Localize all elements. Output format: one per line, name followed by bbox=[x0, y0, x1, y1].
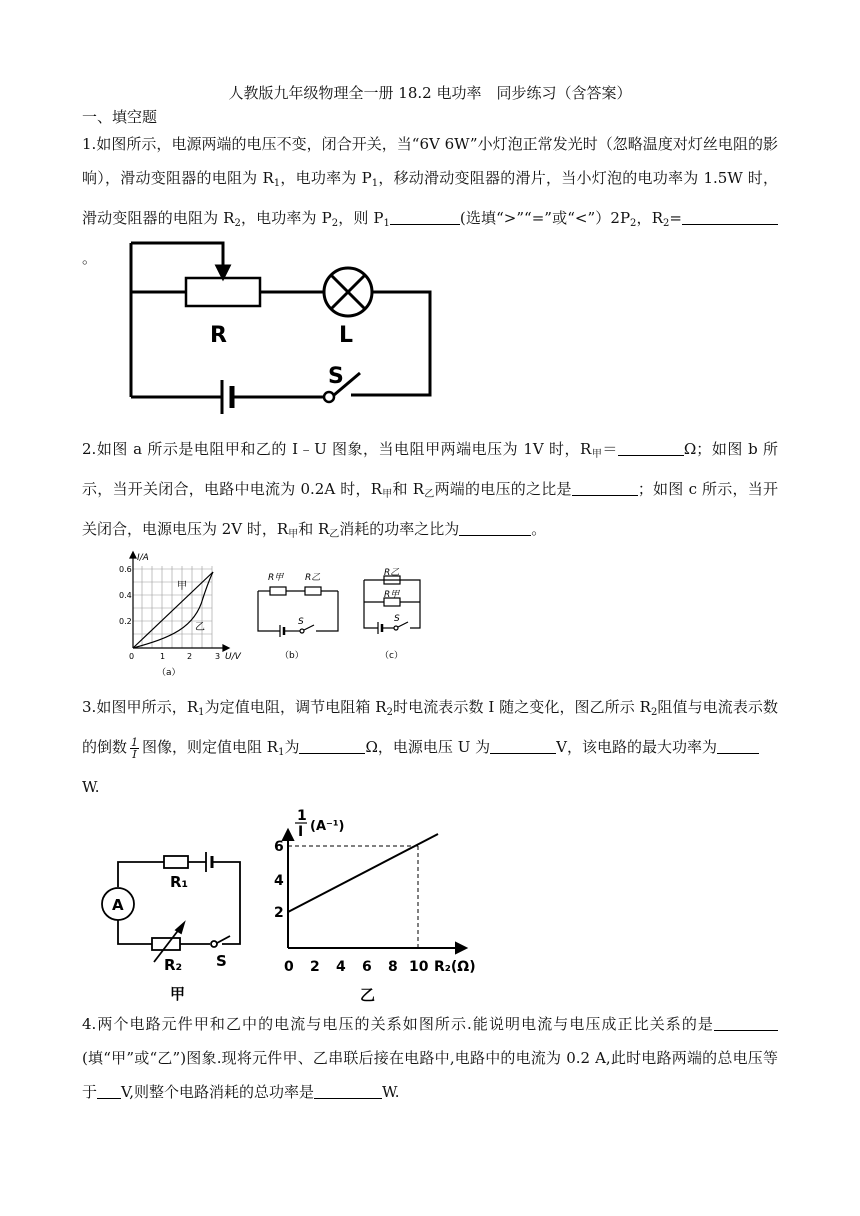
series-label-yi: 乙 bbox=[195, 622, 205, 633]
fraction-1-over-i: $\frac{1}{I}$ bbox=[131, 735, 139, 761]
answer-blank[interactable] bbox=[714, 1016, 778, 1031]
x-tick: 8 bbox=[388, 959, 398, 975]
x-tick: 0 bbox=[284, 959, 294, 975]
figure-caption-jia: 甲 bbox=[170, 985, 186, 1003]
circuit-diagram-c bbox=[352, 566, 432, 666]
answer-blank[interactable] bbox=[682, 210, 778, 225]
question-1: 1.如图所示，电源两端的电压不变，闭合开关，当“6V 6W”小灯泡正常发光时（忽略温度对灯丝电阻的影响），滑动变阻器的电阻为 $R_1$，电功率为 $P_1$，移动滑动变阻器的滑片，当小灯泡的电功率为 1.5W 时，滑动变阻器的电阻为 $R_2$，电功率为 $P_2$，则 $P_1$ (选填“>”“=”或“$<”)2P_2$，$R_2=$。 bbox=[82, 135, 778, 267]
lamp-label: L bbox=[339, 323, 354, 348]
answer-blank[interactable] bbox=[490, 739, 556, 754]
x-tick: 2 bbox=[310, 959, 320, 975]
y-axis-label: I/A bbox=[137, 553, 149, 563]
r-yi-label: R乙 bbox=[384, 568, 400, 578]
figure-caption-b: （b） bbox=[280, 651, 304, 661]
resistor-label: R bbox=[210, 323, 227, 348]
x-tick: 2 bbox=[187, 652, 193, 661]
r-jia-label: R甲 bbox=[384, 590, 400, 600]
switch-label: S bbox=[328, 364, 344, 389]
y-tick: 4 bbox=[274, 873, 284, 889]
answer-blank[interactable] bbox=[314, 1084, 382, 1099]
circuit-diagram-jia bbox=[98, 852, 248, 1007]
answer-blank[interactable] bbox=[390, 210, 460, 225]
series-label-jia: 甲 bbox=[177, 581, 187, 592]
circuit-diagram-1 bbox=[126, 238, 436, 420]
answer-blank[interactable] bbox=[618, 441, 684, 456]
switch-label: S bbox=[216, 952, 227, 970]
x-tick: 1 bbox=[160, 652, 166, 661]
y-axis-label-numerator: 1 bbox=[297, 808, 307, 824]
y-tick: 6 bbox=[274, 839, 284, 855]
x-tick: 10 bbox=[409, 959, 429, 975]
answer-blank[interactable] bbox=[97, 1084, 121, 1099]
answer-blank[interactable] bbox=[717, 739, 759, 754]
y-tick: 2 bbox=[274, 905, 284, 921]
r2-label: R₂ bbox=[164, 956, 183, 974]
answer-blank[interactable] bbox=[299, 739, 365, 754]
answer-blank[interactable] bbox=[572, 481, 638, 496]
figure-caption-a: （a） bbox=[157, 668, 181, 678]
x-axis-label: U/V bbox=[225, 652, 241, 662]
circuit-diagram-b bbox=[250, 566, 345, 666]
y-axis-label: (A⁻¹) bbox=[310, 819, 345, 834]
r-jia-label: R甲 bbox=[268, 573, 284, 583]
y-tick: 0.6 bbox=[119, 565, 132, 574]
x-axis-label: R₂(Ω) bbox=[434, 959, 476, 975]
y-tick: 0.2 bbox=[119, 617, 132, 626]
answer-blank[interactable] bbox=[459, 521, 531, 536]
r1-label: R₁ bbox=[170, 873, 189, 891]
x-tick: 4 bbox=[336, 959, 346, 975]
x-tick: 6 bbox=[362, 959, 372, 975]
y-axis-label-denominator: I bbox=[298, 824, 304, 840]
r-yi-label: R乙 bbox=[305, 573, 321, 583]
x-tick: 0 bbox=[129, 652, 135, 661]
question-3: 3.如图甲所示，$R_1$为定值电阻，调节电阻箱 $R_2$时电流表示数 I 随之变化，图乙所示 $R_2$阻值与电流表示数的倒数 $\frac{1}{I}$ 图像，则定值电阻 $R_1$为 Ω，电源电压 U 为 V，该电路的最大功率为 W. bbox=[82, 698, 778, 796]
question-4: 4.两个电路元件甲和乙中的电流与电压的关系如图所示.能说明电流与电压成正比关系的是(填“甲”或“乙”)图象.现将元件甲、乙串联后接在电路中,电路中的电流为 0.2 A,此时电路两端的总电压等于 V,则整个电路消耗的总功率是 W. bbox=[82, 1015, 778, 1101]
section-heading: 一、填空题 bbox=[82, 108, 158, 126]
r2-inverse-current-graph bbox=[270, 800, 490, 1006]
figure-caption-yi: 乙 bbox=[360, 986, 376, 1004]
switch-label: S bbox=[394, 614, 400, 624]
switch-label: S bbox=[298, 617, 304, 627]
y-tick: 0.4 bbox=[119, 591, 132, 600]
iu-graph-a bbox=[115, 548, 250, 678]
ammeter-label: A bbox=[112, 896, 124, 914]
x-tick: 3 bbox=[215, 652, 221, 661]
figure-caption-c: （c） bbox=[380, 651, 403, 661]
document-title: 人教版九年级物理全一册 18.2 电功率 同步练习（含答案） bbox=[228, 84, 632, 102]
question-2: 2.如图 a 所示是电阻甲和乙的 I﹣U 图象，当电阻甲两端电压为 1V 时，$R_甲= \Omega$；如图 b 所示，当开关闭合，电路中电流为 0.2A 时，$R_甲$和 $R_乙$两端的电压的之比是 ；如图 c 所示，当开关闭合，电源电压为 2V 时，$R_甲$和 $R_乙$消耗的功率之比为 。 bbox=[82, 440, 778, 540]
